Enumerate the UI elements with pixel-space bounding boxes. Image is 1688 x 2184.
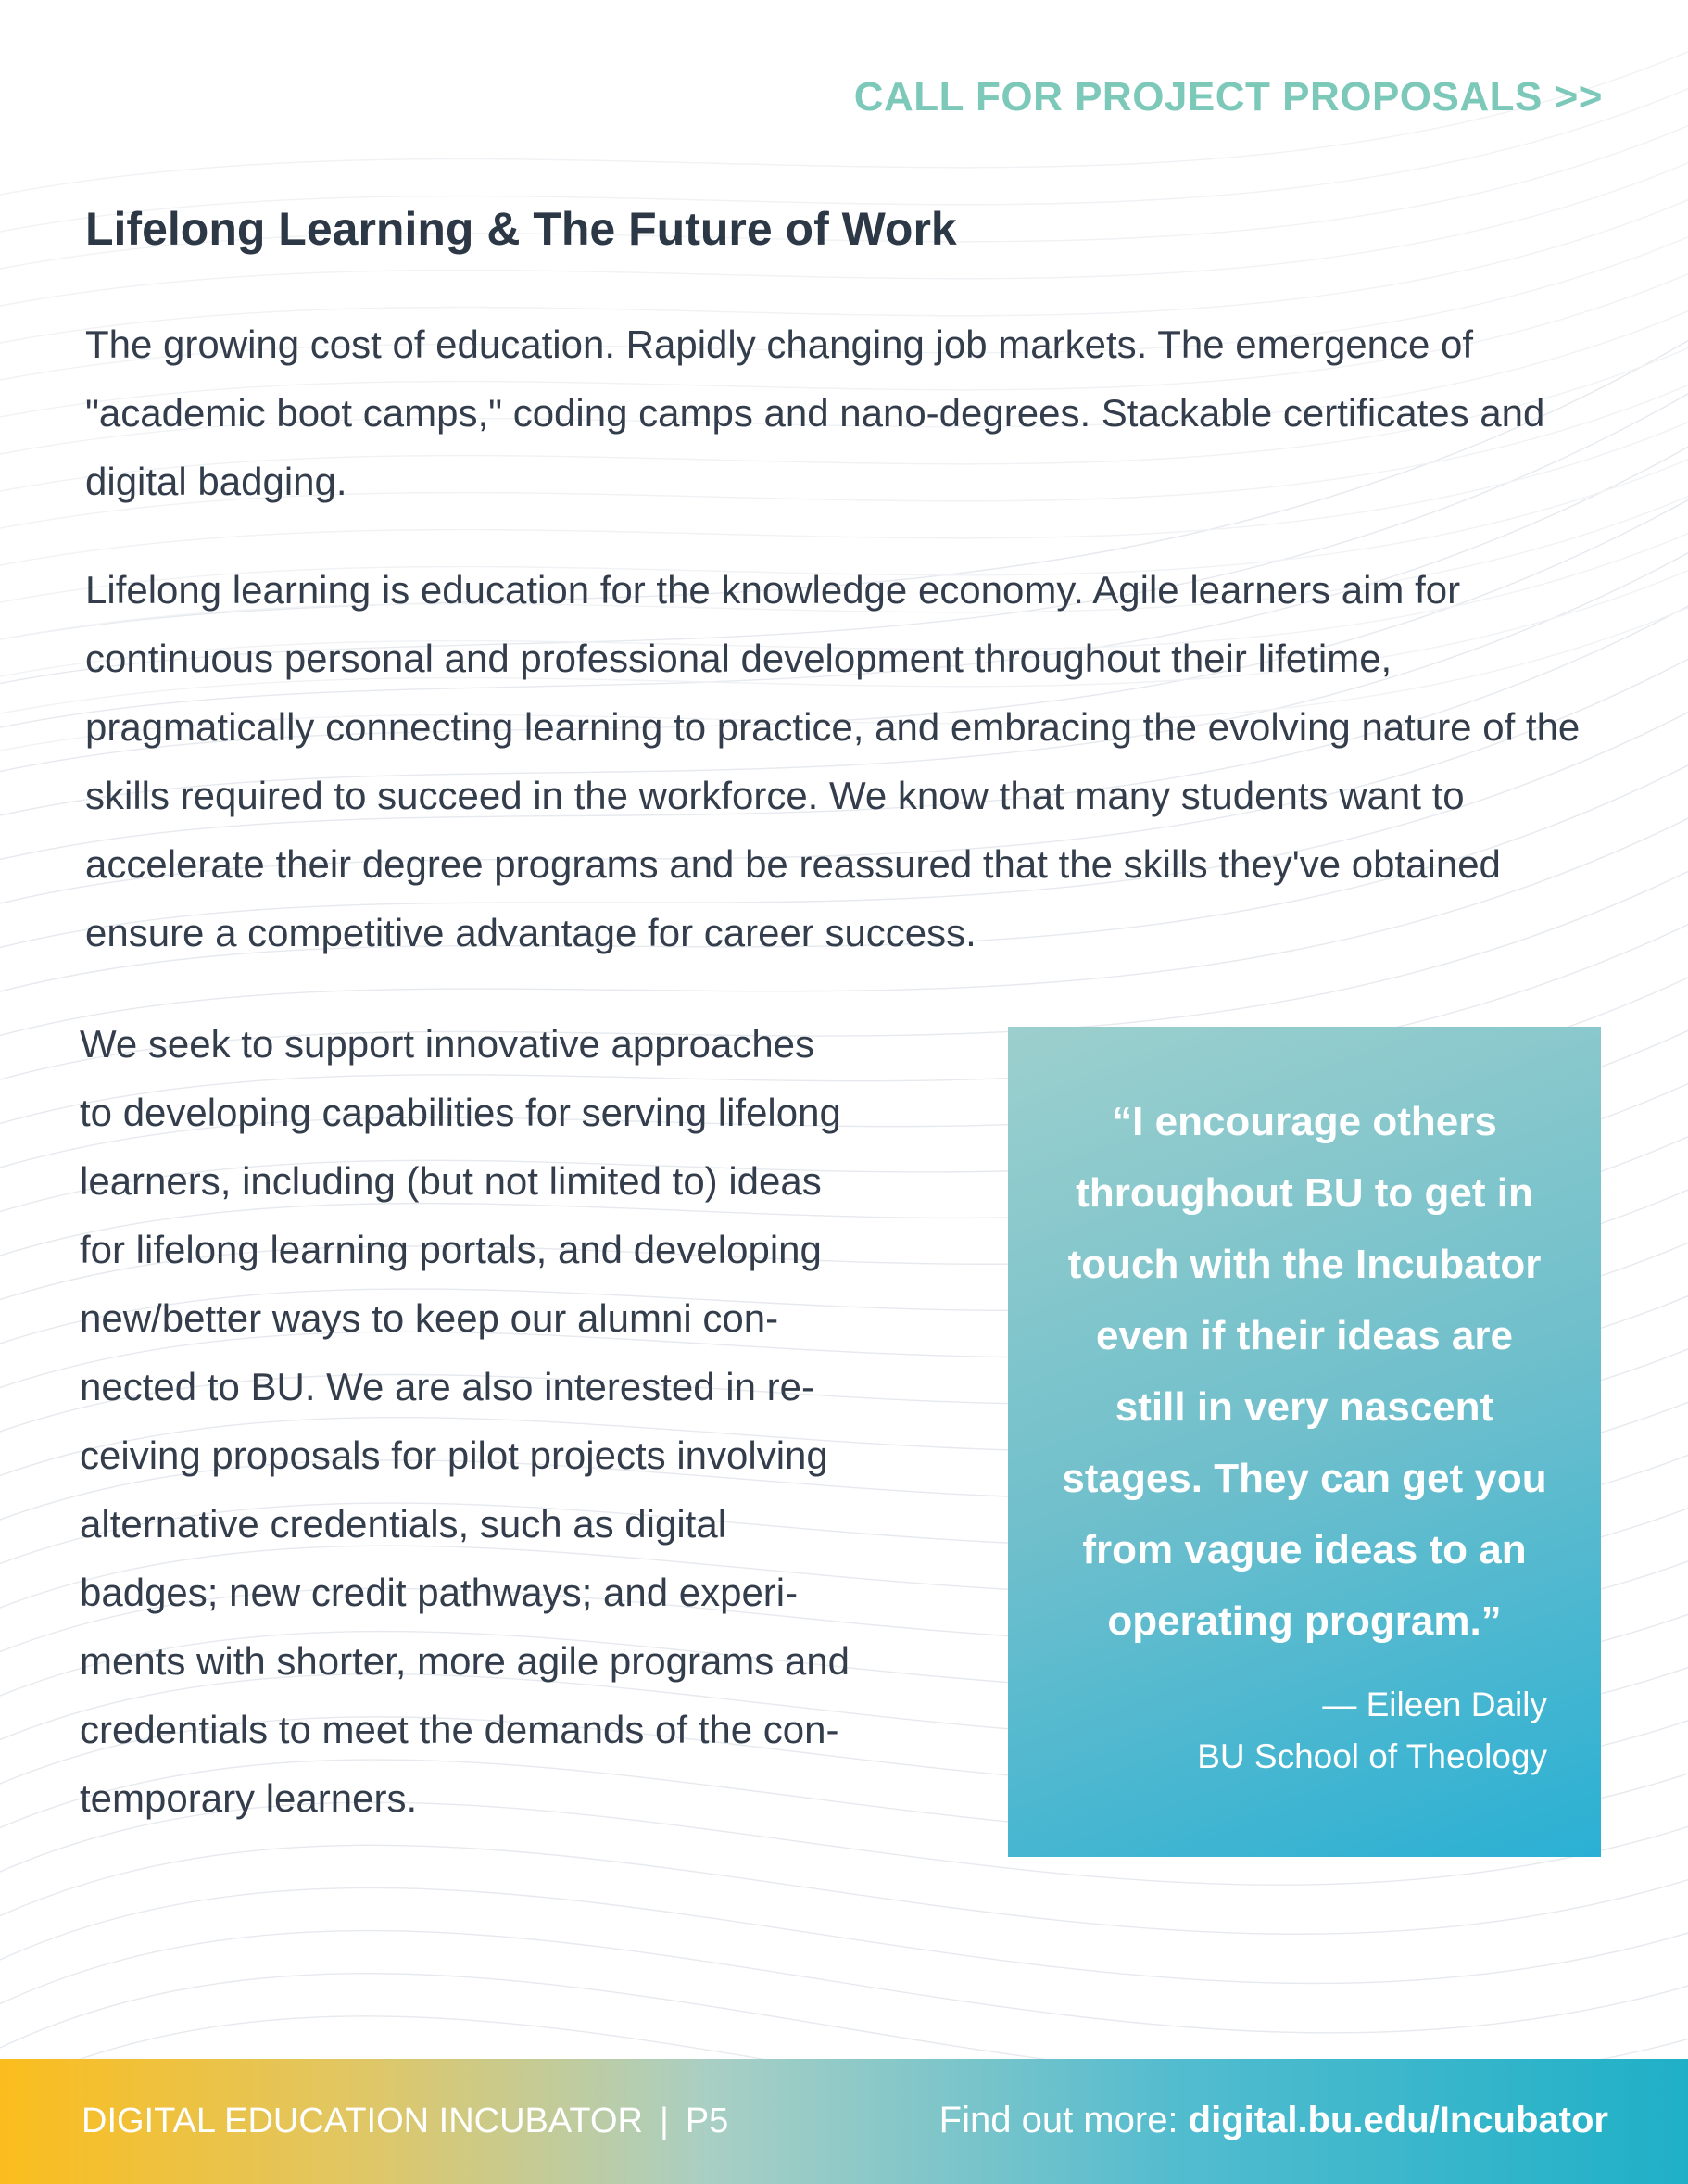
quote-line: touch with the Incubator	[1067, 1242, 1542, 1287]
background-wave-line	[0, 1845, 1688, 1938]
quote-author: — Eileen Daily	[1322, 1685, 1547, 1723]
proposals-paragraph	[80, 1010, 932, 1833]
footer-separator: |	[659, 2102, 669, 2140]
paragraph-line: for lifelong learning portals, and developing	[80, 1228, 822, 1271]
paragraph-line: temporary learners.	[80, 1776, 418, 1820]
paragraph-line: nected to BU. We are also interested in re-	[80, 1365, 814, 1408]
quote-line: stages. They can get you	[1062, 1456, 1547, 1501]
lifelong-learning-paragraph: Lifelong learning is education for the knowledge economy. Agile learners aim for continuous personal and professional development throughout their lifetime, pragmatically connecting learning to practice, and embracing the evolving nature of the skills required to succeed in the workforce. We know that many students want to accelerate their degree programs and be reassured that the skills they've obtained ensure a competitive advantage for career success.	[85, 568, 1581, 954]
paragraph-line: new/better ways to keep our alumni con-	[80, 1296, 779, 1340]
quote-line: “I encourage others	[1112, 1099, 1497, 1144]
paragraph-line: credentials to meet the demands of the con-	[80, 1708, 839, 1751]
footer-program-name: DIGITAL EDUCATION INCUBATOR	[82, 2102, 643, 2140]
pull-quote-text	[1062, 1086, 1547, 1657]
background-wave-line	[0, 1887, 1688, 1983]
quote-line: even if their ideas are	[1096, 1313, 1513, 1358]
background-wave-line	[0, 1931, 1688, 2033]
paragraph-line: alternative credentials, such as digital	[80, 1502, 727, 1546]
intro-paragraph: The growing cost of education. Rapidly changing job markets. The emergence of "academic boot camps," coding camps and nano-degrees. Stackable certificates and digital badging.	[85, 322, 1545, 503]
footer-find-out-more	[939, 2100, 1608, 2141]
footer-url-link[interactable]: digital.bu.edu/Incubator	[1188, 2100, 1608, 2140]
call-for-proposals-link[interactable]: CALL FOR PROJECT PROPOSALS >>	[853, 74, 1603, 120]
quote-line: throughout BU to get in	[1076, 1170, 1533, 1216]
quote-line: from vague ideas to an	[1082, 1527, 1527, 1572]
footer-program-label	[82, 2102, 728, 2141]
footer-page-number: P5	[685, 2102, 729, 2140]
quote-attribution	[1062, 1679, 1547, 1783]
paragraph-line: learners, including (but not limited to) ideas	[80, 1159, 822, 1203]
paragraph-line: ceiving proposals for pilot projects involving	[80, 1433, 828, 1477]
paragraph-line: to developing capabilities for serving lifelong	[80, 1091, 841, 1134]
paragraph-line: badges; new credit pathways; and experi-	[80, 1571, 799, 1614]
footer-bar	[0, 2059, 1688, 2184]
pull-quote-box	[1008, 1027, 1601, 1857]
paragraph-line: We seek to support innovative approaches	[80, 1022, 815, 1066]
quote-line: operating program.”	[1107, 1598, 1502, 1644]
quote-affiliation: BU School of Theology	[1197, 1737, 1547, 1775]
quote-line: still in very nascent	[1115, 1384, 1494, 1430]
footer-find-label: Find out more:	[938, 2100, 1189, 2140]
paragraph-line: ments with shorter, more agile programs and	[80, 1639, 850, 1683]
page-title: Lifelong Learning & The Future of Work	[85, 203, 957, 255]
